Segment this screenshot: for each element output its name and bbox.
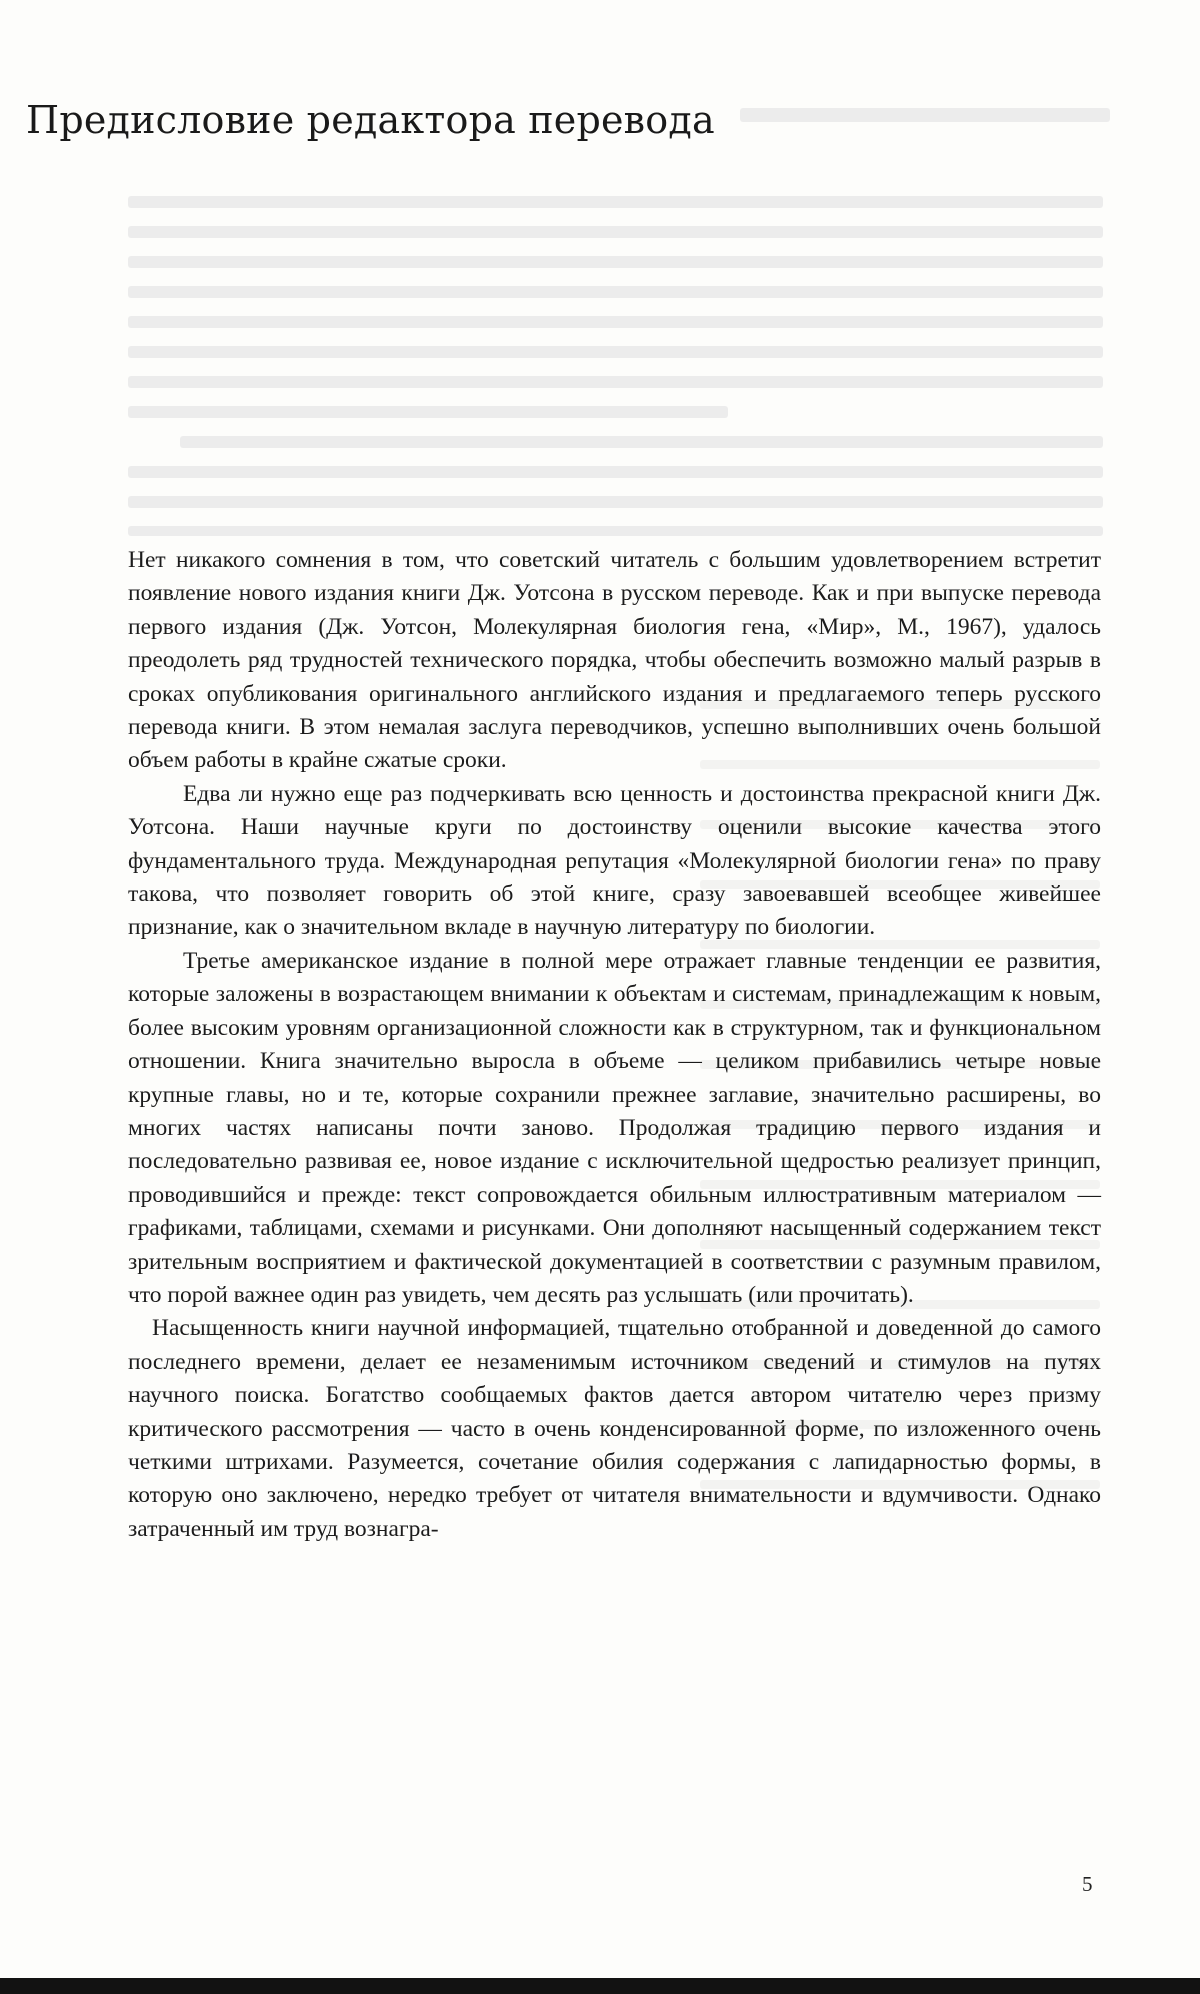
- body-text: [128, 544, 1101, 1546]
- scan-bottom-edge: [0, 1978, 1200, 1994]
- paragraph-4: Насыщенность книги научной информацией, тщательно отобранной и доведенной до самого последнего времени, делает ее незаменимым источником сведений и стимулов на путях научного поиска. Богатство сообщаемых фактов дается автором читателю через призму критического рассмотрения — часто в очень конденсированной форме, по изложенного очень четкими штрихами. Разумеется, сочетание обилия содержания с лапидарностью формы, в которую оно заключено, нередко требует от читателя внимательности и вдумчивости. Однако затраченный им труд вознагра-: [128, 1312, 1101, 1546]
- paragraph-2: Едва ли нужно еще раз подчеркивать всю ценность и достоинства прекрасной книги Дж. Уотсона. Наши научные круги по достоинству оценили высокие качества этого фундаментального труда. Международная репутация «Молекулярной биологии гена» по праву такова, что позволяет говорить об этой книге, сразу завоевавшей всеобщее живейшее признание, как о значительном вкладе в научную литературу по биологии.: [128, 778, 1101, 945]
- paragraph-3: Третье американское издание в полной мере отражает главные тенденции ее развития, которые заложены в возрастающем внимании к объектам и системам, принадлежащим к новым, более высоким уровням организационной сложности как в структурном, так и функциональном отношении. Книга значительно выросла в объеме — целиком прибавились четыре новые крупные главы, но и те, которые сохранили прежнее заглавие, значительно расширены, во многих частях написаны почти заново. Продолжая традицию первого издания и последовательно развивая ее, новое издание с исключительной щедростью реализует принцип, проводившийся и прежде: текст сопровождается обильным иллюстративным материалом — графиками, таблицами, схемами и рисунками. Они дополняют насыщенный содержанием текст зрительным восприятием и фактической документацией в соответствии с разумным правилом, что порой важнее один раз увидеть, чем десять раз услышать (или прочитать).: [128, 945, 1101, 1312]
- page-title: Предисловие редактора перевода: [26, 94, 715, 146]
- paragraph-1: Нет никакого сомнения в том, что советский читатель с большим удовлетворением встретит появление нового издания книги Дж. Уотсона в русском переводе. Как и при выпуске перевода первого издания (Дж. Уотсон, Молекулярная биология гена, «Мир», М., 1967), удалось преодолеть ряд трудностей технического порядка, чтобы обеспечить возможно малый разрыв в сроках опубликования оригинального английского издания и предлагаемого теперь русского перевода книги. В этом немалая заслуга переводчиков, успешно выполнивших очень большой объем работы в крайне сжатые сроки.: [128, 544, 1101, 778]
- book-page: [0, 0, 1200, 1994]
- page-number: 5: [1082, 1872, 1093, 1897]
